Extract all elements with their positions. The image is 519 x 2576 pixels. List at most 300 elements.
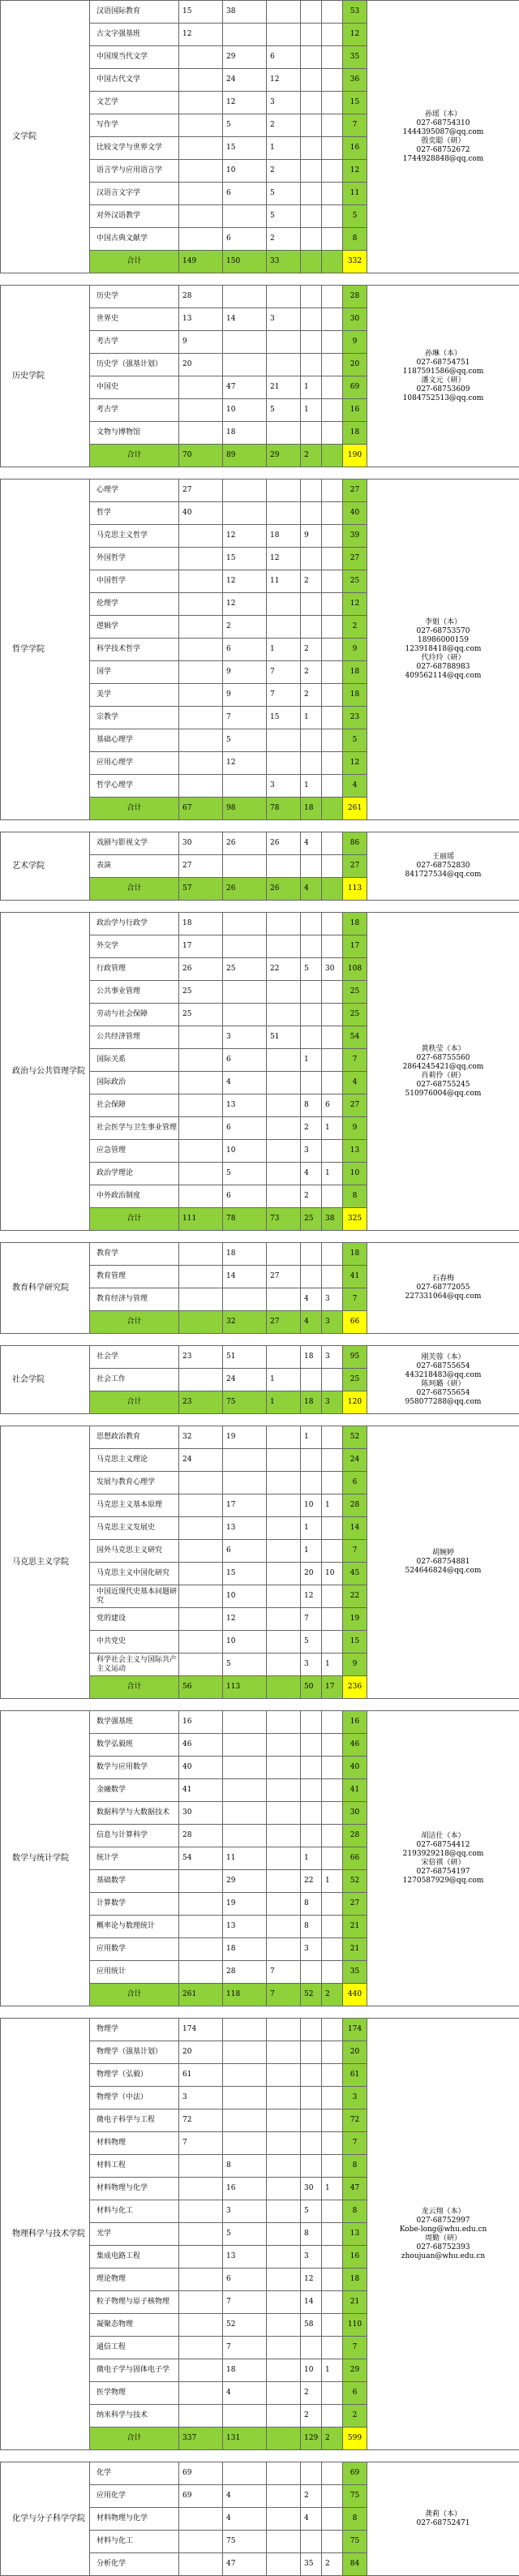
row-total: 66 (343, 1847, 367, 1870)
count-cell: 28 (223, 1961, 267, 1984)
count-cell: 3 (301, 1938, 322, 1961)
count-cell (322, 1243, 343, 1266)
major-name: 戏剧与影视文学 (90, 832, 179, 855)
count-cell (179, 593, 223, 616)
total-label: 合计 (90, 798, 179, 820)
count-cell (301, 502, 322, 525)
count-cell (179, 1540, 223, 1563)
row-total: 12 (343, 593, 367, 616)
major-name: 文物与博物馆 (90, 422, 179, 445)
major-name: 中共党史 (90, 1631, 179, 1654)
count-cell: 69 (179, 2485, 223, 2508)
count-cell: 10 (223, 399, 267, 422)
count-cell: 7 (267, 1961, 301, 1984)
count-cell: 2 (301, 570, 322, 593)
row-total: 27 (343, 548, 367, 570)
count-cell (301, 2087, 322, 2109)
count-cell (267, 1916, 301, 1938)
count-cell: 1 (322, 2359, 343, 2382)
count-cell (179, 1631, 223, 1654)
count-cell: 3 (267, 92, 301, 114)
major-name: 社会工作 (90, 1369, 179, 1391)
count-cell: 9 (301, 525, 322, 548)
total-cell: 98 (223, 798, 267, 820)
count-cell (301, 183, 322, 205)
count-cell: 8 (223, 2155, 267, 2178)
count-cell (267, 913, 301, 935)
row-total: 22 (343, 1585, 367, 1608)
count-cell (322, 2132, 343, 2155)
major-name: 公共经济管理 (90, 1026, 179, 1049)
row-total: 9 (343, 1117, 367, 1140)
count-cell: 24 (223, 1369, 267, 1391)
count-cell: 15 (223, 137, 267, 160)
contact-info: 黄秩莹（本） 027-68755560 2864245421@qq.com 肖莉伶（研） 027-68755245 510976004@qq.com (367, 913, 519, 1231)
section-gap (1, 1699, 519, 1711)
total-cell: 118 (223, 1984, 267, 2006)
count-cell (179, 1563, 223, 1585)
count-cell: 32 (179, 1426, 223, 1449)
row-total: 28 (343, 1825, 367, 1847)
count-cell: 6 (223, 1185, 267, 1208)
table-row (1, 1711, 519, 1734)
count-cell (301, 729, 322, 752)
section-gap (1, 901, 519, 913)
count-cell (179, 2337, 223, 2359)
count-cell (322, 752, 343, 775)
row-total: 52 (343, 1426, 367, 1449)
count-cell (322, 855, 343, 878)
major-name: 教育经济与管理 (90, 1288, 179, 1311)
grand-total: 190 (343, 445, 367, 467)
row-total: 7 (343, 2132, 367, 2155)
count-cell: 174 (179, 2019, 223, 2041)
row-total: 108 (343, 958, 367, 981)
count-cell (322, 228, 343, 251)
row-total: 52 (343, 1870, 367, 1893)
count-cell (267, 1870, 301, 1893)
count-cell (179, 1938, 223, 1961)
count-cell (267, 331, 301, 354)
total-cell: 113 (223, 1676, 267, 1699)
section-gap (1, 820, 519, 832)
count-cell (179, 1288, 223, 1311)
count-cell (267, 2223, 301, 2246)
count-cell (322, 661, 343, 684)
count-cell: 17 (179, 935, 223, 958)
count-cell: 4 (301, 832, 322, 855)
count-cell (267, 1779, 301, 1802)
major-name: 中国史 (90, 376, 179, 399)
count-cell (322, 2291, 343, 2314)
count-cell (179, 1163, 223, 1185)
count-cell: 28 (179, 1825, 223, 1847)
count-cell: 6 (223, 2269, 267, 2291)
count-cell (322, 1734, 343, 1757)
count-cell (267, 1426, 301, 1449)
count-cell: 5 (223, 1654, 267, 1676)
count-cell (267, 593, 301, 616)
total-cell: 7 (267, 1984, 301, 2006)
count-cell (267, 1288, 301, 1311)
count-cell (267, 1711, 301, 1734)
count-cell (322, 729, 343, 752)
count-cell (322, 684, 343, 707)
row-total: 23 (343, 707, 367, 729)
count-cell: 40 (179, 1757, 223, 1779)
total-label: 合计 (90, 1391, 179, 1414)
major-name: 中国古代文学 (90, 69, 179, 92)
count-cell: 4 (223, 2508, 267, 2531)
count-cell (267, 2485, 301, 2508)
count-cell: 3 (322, 1346, 343, 1369)
count-cell (179, 1585, 223, 1608)
major-name: 国学 (90, 661, 179, 684)
major-name: 材料物理与化学 (90, 2178, 179, 2200)
row-total: 11 (343, 183, 367, 205)
count-cell: 12 (223, 570, 267, 593)
count-cell (301, 2462, 322, 2485)
count-cell: 18 (223, 422, 267, 445)
row-total: 28 (343, 1494, 367, 1517)
row-total: 41 (343, 1266, 367, 1288)
count-cell (322, 331, 343, 354)
count-cell (267, 2178, 301, 2200)
major-name: 党的建设 (90, 1608, 179, 1631)
total-cell: 150 (223, 251, 267, 273)
count-cell (322, 2462, 343, 2485)
count-cell (223, 1802, 267, 1825)
count-cell (322, 1916, 343, 1938)
row-total: 21 (343, 2291, 367, 2314)
row-total: 27 (343, 480, 367, 502)
row-total: 27 (343, 1094, 367, 1117)
grand-total: 325 (343, 1208, 367, 1231)
count-cell (267, 1140, 301, 1163)
major-name: 医学物理 (90, 2382, 179, 2405)
count-cell (322, 1608, 343, 1631)
count-cell: 6 (267, 46, 301, 69)
row-total: 16 (343, 137, 367, 160)
total-cell: 27 (267, 1311, 301, 1334)
count-cell: 18 (267, 525, 301, 548)
count-cell: 14 (223, 1266, 267, 1288)
count-cell (223, 2132, 267, 2155)
row-total: 69 (343, 2462, 367, 2485)
count-cell (179, 1472, 223, 1494)
count-cell (223, 24, 267, 46)
row-total: 24 (343, 1449, 367, 1472)
count-cell (267, 1847, 301, 1870)
row-total: 35 (343, 1961, 367, 1984)
count-cell (301, 1472, 322, 1494)
count-cell: 7 (223, 2337, 267, 2359)
count-cell: 2 (301, 1185, 322, 1208)
count-cell (301, 2019, 322, 2041)
count-cell (322, 1540, 343, 1563)
count-cell (301, 137, 322, 160)
count-cell (301, 616, 322, 639)
row-total: 18 (343, 2269, 367, 2291)
major-name: 微电子学与固体电子学 (90, 2359, 179, 2382)
row-total: 72 (343, 2109, 367, 2132)
count-cell (322, 616, 343, 639)
major-name: 材料与化工 (90, 2531, 179, 2553)
count-cell (179, 1243, 223, 1266)
major-name: 马克思主义基本原理 (90, 1494, 179, 1517)
row-total: 20 (343, 2041, 367, 2064)
total-label: 合计 (90, 1208, 179, 1231)
row-total: 8 (343, 1185, 367, 1208)
count-cell: 5 (267, 183, 301, 205)
count-cell (322, 1426, 343, 1449)
count-cell (322, 354, 343, 376)
major-name: 思想政治教育 (90, 1426, 179, 1449)
major-name: 公共事业管理 (90, 981, 179, 1004)
table-row (1, 480, 519, 502)
count-cell (322, 913, 343, 935)
count-cell: 51 (223, 1346, 267, 1369)
total-cell: 4 (301, 878, 322, 901)
total-cell (267, 1676, 301, 1699)
college-name: 马克思主义学院 (1, 1426, 90, 1699)
count-cell (267, 1494, 301, 1517)
count-cell: 4 (301, 2508, 322, 2531)
major-name: 国际关系 (90, 1049, 179, 1072)
major-name: 应用心理学 (90, 752, 179, 775)
count-cell (179, 1266, 223, 1288)
row-total: 30 (343, 1802, 367, 1825)
count-cell (179, 1608, 223, 1631)
total-cell: 38 (322, 1208, 343, 1231)
count-cell (301, 1266, 322, 1288)
count-cell: 12 (267, 69, 301, 92)
count-cell (267, 2508, 301, 2531)
count-cell: 1 (301, 775, 322, 798)
total-cell: 3 (322, 1311, 343, 1334)
table-row (1, 832, 519, 855)
grand-total: 261 (343, 798, 367, 820)
row-total: 8 (343, 228, 367, 251)
count-cell (179, 205, 223, 228)
row-total: 16 (343, 2246, 367, 2269)
count-cell (322, 1004, 343, 1026)
total-cell (322, 878, 343, 901)
major-name: 概率论与数理统计 (90, 1916, 179, 1938)
count-cell: 26 (267, 832, 301, 855)
count-cell (301, 752, 322, 775)
total-label: 合计 (90, 2428, 179, 2450)
count-cell (179, 376, 223, 399)
major-name: 美学 (90, 684, 179, 707)
count-cell: 5 (223, 114, 267, 137)
count-cell (179, 2200, 223, 2223)
count-cell (301, 1779, 322, 1802)
count-cell: 25 (179, 1004, 223, 1026)
row-total: 46 (343, 1734, 367, 1757)
row-total: 5 (343, 205, 367, 228)
count-cell: 14 (223, 308, 267, 331)
row-total: 75 (343, 2531, 367, 2553)
count-cell (301, 855, 322, 878)
count-cell (223, 775, 267, 798)
count-cell (322, 2041, 343, 2064)
count-cell: 27 (179, 480, 223, 502)
count-cell (179, 1893, 223, 1916)
count-cell: 2 (223, 616, 267, 639)
count-cell: 16 (179, 1711, 223, 1734)
row-total: 7 (343, 1049, 367, 1072)
count-cell: 10 (301, 1494, 322, 1517)
count-cell (267, 2359, 301, 2382)
count-cell (267, 1585, 301, 1608)
total-cell: 75 (223, 1391, 267, 1414)
count-cell: 30 (179, 1802, 223, 1825)
count-cell: 18 (301, 1346, 322, 1369)
count-cell (322, 775, 343, 798)
major-name: 材料工程 (90, 2155, 179, 2178)
count-cell (301, 1369, 322, 1391)
count-cell: 41 (179, 1779, 223, 1802)
count-cell (223, 1734, 267, 1757)
count-cell (223, 331, 267, 354)
count-cell (322, 422, 343, 445)
count-cell: 5 (301, 1631, 322, 1654)
count-cell (322, 2508, 343, 2531)
total-cell (267, 2428, 301, 2450)
row-total: 4 (343, 1072, 367, 1094)
count-cell (301, 480, 322, 502)
count-cell: 22 (301, 1870, 322, 1893)
count-cell (322, 1893, 343, 1916)
count-cell: 3 (179, 2087, 223, 2109)
row-total: 47 (343, 2178, 367, 2200)
count-cell: 24 (179, 1449, 223, 1472)
row-total: 13 (343, 2223, 367, 2246)
count-cell: 13 (179, 308, 223, 331)
count-cell (301, 981, 322, 1004)
row-total: 95 (343, 1346, 367, 1369)
count-cell: 4 (223, 2382, 267, 2405)
row-total: 29 (343, 2359, 367, 2382)
row-total: 27 (343, 855, 367, 878)
count-cell (301, 205, 322, 228)
total-cell: 2 (322, 1984, 343, 2006)
major-name: 计算数学 (90, 1893, 179, 1916)
count-cell: 6 (223, 228, 267, 251)
count-cell: 15 (223, 1563, 267, 1585)
count-cell (267, 1072, 301, 1094)
count-cell: 3 (301, 1654, 322, 1676)
row-total: 28 (343, 286, 367, 308)
count-cell: 1 (322, 1870, 343, 1893)
count-cell (322, 548, 343, 570)
major-name: 劳动与社会保障 (90, 1004, 179, 1026)
major-name: 外交学 (90, 935, 179, 958)
count-cell: 22 (267, 958, 301, 981)
count-cell: 30 (301, 2178, 322, 2200)
count-cell: 13 (223, 1916, 267, 1938)
count-cell (301, 1449, 322, 1472)
grand-total: 236 (343, 1676, 367, 1699)
count-cell: 1 (301, 376, 322, 399)
count-cell (322, 1961, 343, 1984)
count-cell: 1 (301, 1426, 322, 1449)
count-cell: 1 (301, 399, 322, 422)
major-name: 化学 (90, 2462, 179, 2485)
count-cell (223, 2064, 267, 2087)
row-total: 7 (343, 114, 367, 137)
count-cell (179, 548, 223, 570)
count-cell (267, 1631, 301, 1654)
total-cell: 29 (267, 445, 301, 467)
count-cell (179, 1916, 223, 1938)
count-cell (267, 981, 301, 1004)
count-cell (267, 2064, 301, 2087)
count-cell (322, 1140, 343, 1163)
count-cell (223, 2087, 267, 2109)
count-cell: 51 (267, 1026, 301, 1049)
count-cell (267, 2314, 301, 2337)
major-name: 基础数学 (90, 1870, 179, 1893)
count-cell: 13 (223, 2246, 267, 2269)
count-cell (179, 2223, 223, 2246)
count-cell: 10 (223, 1140, 267, 1163)
major-name: 数据科学与大数据技术 (90, 1802, 179, 1825)
row-total: 18 (343, 684, 367, 707)
row-total: 13 (343, 1140, 367, 1163)
count-cell (322, 2485, 343, 2508)
count-cell (267, 1094, 301, 1117)
count-cell (301, 160, 322, 183)
count-cell (301, 2531, 322, 2553)
count-cell (179, 1117, 223, 1140)
count-cell (267, 1563, 301, 1585)
count-cell: 35 (301, 2553, 322, 2576)
count-cell (322, 183, 343, 205)
row-total: 75 (343, 2485, 367, 2508)
major-name: 物理学（中法） (90, 2087, 179, 2109)
count-cell (322, 2337, 343, 2359)
count-cell: 4 (301, 1163, 322, 1185)
count-cell (179, 729, 223, 752)
major-name: 应急管理 (90, 1140, 179, 1163)
count-cell (267, 2109, 301, 2132)
count-cell (301, 46, 322, 69)
count-cell (322, 1517, 343, 1540)
count-cell (322, 525, 343, 548)
row-total: 84 (343, 2553, 367, 2576)
count-cell: 6 (223, 1540, 267, 1563)
count-cell (179, 1494, 223, 1517)
count-cell (267, 2246, 301, 2269)
count-cell (322, 69, 343, 92)
count-cell (322, 1072, 343, 1094)
count-cell (179, 1072, 223, 1094)
count-cell (322, 24, 343, 46)
count-cell: 75 (223, 2531, 267, 2553)
count-cell: 15 (267, 707, 301, 729)
table-row (1, 1426, 519, 1449)
row-total: 14 (343, 1517, 367, 1540)
count-cell (322, 205, 343, 228)
count-cell: 15 (179, 1, 223, 24)
count-cell (223, 981, 267, 1004)
count-cell (301, 228, 322, 251)
count-cell (322, 2087, 343, 2109)
count-cell (179, 69, 223, 92)
row-total: 6 (343, 1472, 367, 1494)
